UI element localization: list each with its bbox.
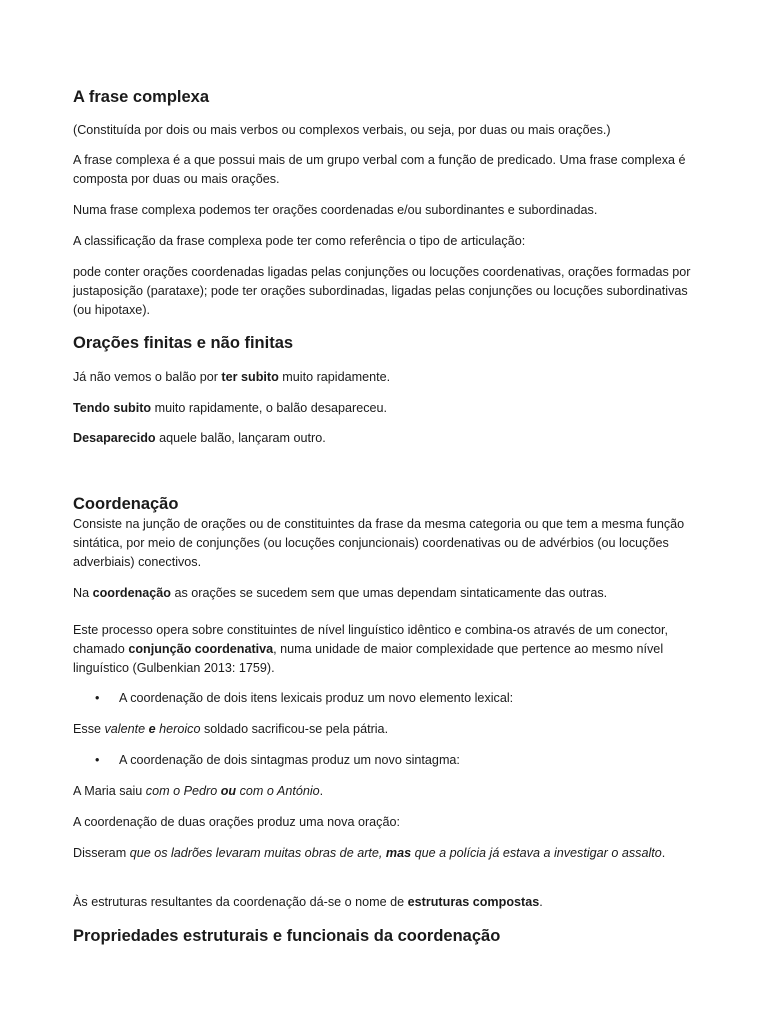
example-desaparecido: Desaparecido aquele balão, lançaram outro. <box>73 431 326 445</box>
heading-oracoes-finitas: Orações finitas e não finitas <box>73 334 294 352</box>
example-valente-heroico: Esse valente e heroico soldado sacrificou-se pela pátria. <box>73 722 389 736</box>
example-ter-subito: Já não vemos o balão por ter subito muito rapidamente. <box>73 370 391 384</box>
example-tendo-subito: Tendo subito muito rapidamente, o balão desapareceu. <box>73 401 388 415</box>
paragraph-estruturas-compostas: Às estruturas resultantes da coordenação dá-se o nome de estruturas compostas. <box>73 895 543 909</box>
paragraph-coordenacao-sucessao: Na coordenação as orações se sucedem sem que umas dependam sintaticamente das outras. <box>73 586 608 600</box>
heading-propriedades: Propriedades estruturais e funcionais da coordenação <box>73 927 501 945</box>
paragraph-definicao: A frase complexa é a que possui mais de um grupo verbal com a função de predicado. Uma frase complexa é composta por duas ou mais orações. <box>73 153 686 186</box>
heading-coordenacao: Coordenação <box>73 495 179 513</box>
heading-frase-complexa: A frase complexa <box>73 88 210 106</box>
example-maria-saiu: A Maria saiu com o Pedro ou com o António. <box>73 784 324 798</box>
paragraph-articulacao: pode conter orações coordenadas ligadas pelas conjunções ou locuções coordenativas, orações formadas por justaposição (parataxe); pode ter orações subordinadas, ligadas pelas conjunções ou locuções subordinativas (ou hipotaxe). <box>73 265 691 317</box>
paragraph-constituida: (Constituída por dois ou mais verbos ou complexos verbais, ou seja, por duas ou mais orações.) <box>73 123 611 137</box>
paragraph-conjuncao-coordenativa: Este processo opera sobre constituintes de nível linguístico idêntico e combina-os através de um conector, chamado conjunção coordenativa, numa unidade de maior complexidade que pertence ao mesmo nível linguístico (Gulbenkian 2013: 1759). <box>73 623 669 675</box>
bullet-icon: • <box>95 691 100 705</box>
paragraph-duas-oracoes: A coordenação de duas orações produz uma nova oração: <box>73 815 400 829</box>
paragraph-tipos-oracoes: Numa frase complexa podemos ter orações coordenadas e/ou subordinantes e subordinadas. <box>73 203 598 217</box>
bullet-icon: • <box>95 753 100 767</box>
paragraph-coordenacao-definicao: Consiste na junção de orações ou de constituintes da frase da mesma categoria ou que tem a mesma função sintática, por meio de conjunções (ou locuções conjuncionais) coordenativas ou de advérbios (ou locuções adverbiais) conectivos. <box>73 517 685 569</box>
paragraph-classificacao: A classificação da frase complexa pode ter como referência o tipo de articulação: <box>73 234 526 248</box>
example-disseram: Disseram que os ladrões levaram muitas obras de arte, mas que a polícia já estava a investigar o assalto. <box>73 846 666 860</box>
